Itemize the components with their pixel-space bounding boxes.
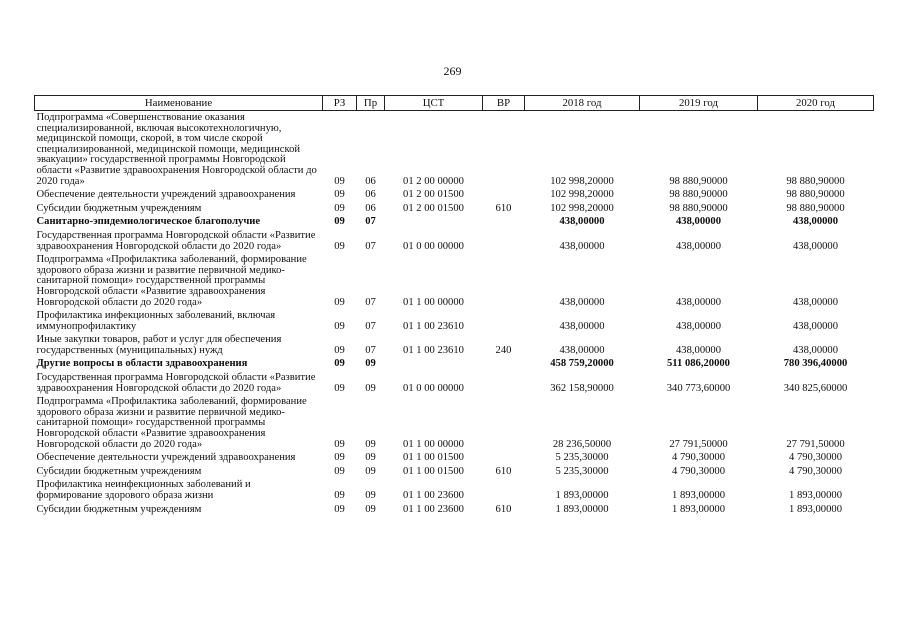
row-2018: 5 235,30000	[555, 465, 609, 477]
table-row	[35, 309, 874, 333]
header-cst: ЦСТ	[385, 96, 483, 111]
row-rz: 09	[334, 216, 345, 228]
header-2018: 2018 год	[525, 96, 640, 111]
row-2018: 102 998,20000	[550, 202, 614, 214]
row-rz: 09	[334, 320, 345, 332]
row-2020: 438,00000	[792, 216, 839, 228]
row-2020: 98 880,90000	[786, 202, 845, 214]
row-rz: 09	[334, 175, 345, 187]
row-name: Подпрограмма «Совершенствование оказания специализированной, включая высокотехнологичную, медицинской помощи, скорой, в том числе скорой специализированной, медицинской помощи, медицинской эвакуации» государственной программы Новгородской области «Развитие здравоохранения Новгородской области до 2020 года»	[36, 112, 317, 187]
row-cst: 01 1 00 01500	[403, 465, 464, 477]
table-row	[35, 478, 874, 502]
row-rz: 09	[334, 189, 345, 201]
row-2020: 98 880,90000	[786, 175, 845, 187]
row-2020: 27 791,50000	[786, 438, 845, 450]
row-cst: 01 1 00 23600	[403, 490, 464, 501]
row-vr	[483, 451, 525, 465]
row-name: Подпрограмма «Профилактика заболеваний, формирование здорового образа жизни и развитие первичной медико-санитарной помощи» государственной программы Новгородской области «Развитие здравоохранения Новгородской области до 2020 года»	[36, 254, 307, 308]
row-2019: 438,00000	[675, 240, 722, 252]
row-2020: 780 396,40000	[783, 358, 848, 370]
row-name: Субсидии бюджетным учреждениям	[36, 465, 202, 477]
header-vr: ВР	[483, 96, 525, 111]
table-row	[35, 215, 874, 229]
row-pr: 06	[365, 189, 376, 201]
table-row	[35, 503, 874, 517]
row-pr: 09	[365, 438, 376, 450]
row-2019: 438,00000	[675, 296, 722, 308]
row-2019: 4 790,30000	[672, 452, 725, 464]
row-2020: 438,00000	[792, 320, 839, 332]
row-rz: 09	[334, 465, 345, 477]
row-rz: 09	[334, 452, 345, 464]
row-2020: 438,00000	[792, 344, 839, 356]
row-2018: 1 893,00000	[555, 503, 609, 515]
table-row	[35, 395, 874, 451]
row-rz: 09	[334, 438, 345, 450]
budget-table	[34, 95, 874, 516]
row-2020: 438,00000	[792, 296, 839, 308]
row-2018: 1 893,00000	[555, 490, 609, 501]
row-2019: 511 086,20000	[667, 358, 730, 370]
row-cst: 01 2 00 00000	[403, 175, 464, 187]
table-row	[35, 451, 874, 465]
row-2018: 102 998,20000	[550, 175, 614, 187]
row-pr: 06	[365, 175, 376, 187]
table-row	[35, 465, 874, 479]
row-2019: 438,00000	[675, 320, 722, 332]
row-2019: 1 893,00000	[672, 490, 725, 501]
page-number: 269	[443, 64, 462, 78]
table-header-row	[35, 96, 874, 111]
row-pr: 07	[365, 344, 376, 356]
row-2020: 4 790,30000	[789, 452, 842, 464]
header-2019: 2019 год	[640, 96, 758, 111]
row-cst: 01 0 00 00000	[403, 382, 464, 394]
row-vr	[483, 215, 525, 229]
row-name: Иные закупки товаров, работ и услуг для обеспечения государственных (муниципальных) нужд	[36, 334, 282, 356]
row-vr	[483, 229, 525, 253]
row-name: Подпрограмма «Профилактика заболеваний, формирование здорового образа жизни и развитие первичной медико-санитарной помощи» государственной программы Новгородской области «Развитие здравоохранения Новгородской области до 2020 года»	[36, 396, 307, 450]
row-2020: 1 893,00000	[789, 490, 842, 501]
row-cst: 01 2 00 01500	[403, 202, 464, 214]
row-pr: 06	[365, 202, 376, 214]
row-2018: 438,00000	[559, 344, 605, 356]
row-rz: 09	[334, 382, 345, 394]
row-cst: 01 1 00 01500	[403, 452, 464, 464]
row-2019: 438,00000	[675, 344, 722, 356]
row-vr	[483, 253, 525, 309]
table-row	[35, 111, 874, 189]
table-row	[35, 253, 874, 309]
row-pr: 09	[365, 382, 376, 394]
row-vr	[483, 357, 525, 371]
row-vr	[483, 309, 525, 333]
row-pr: 07	[365, 240, 376, 252]
row-rz: 09	[334, 202, 345, 214]
row-vr	[483, 371, 525, 395]
row-2019: 1 893,00000	[672, 503, 725, 515]
row-vr: 610	[495, 503, 512, 515]
row-2018: 458 759,20000	[550, 358, 614, 370]
row-name: Профилактика инфекционных заболеваний, включая иммунопрофилактику	[36, 310, 276, 332]
row-2019: 4 790,30000	[672, 465, 725, 477]
row-2018: 438,00000	[559, 296, 605, 308]
row-2018: 438,00000	[559, 216, 605, 228]
header-pr: Пр	[357, 96, 385, 111]
row-pr: 09	[365, 358, 376, 370]
row-name: Обеспечение деятельности учреждений здравоохранения	[36, 452, 296, 464]
row-rz: 09	[334, 503, 345, 515]
row-vr	[483, 395, 525, 451]
row-rz: 09	[334, 240, 345, 252]
row-pr: 09	[365, 503, 376, 515]
row-2020: 4 790,30000	[789, 465, 842, 477]
row-2018: 102 998,20000	[550, 189, 614, 201]
row-cst: 01 2 00 01500	[403, 189, 464, 201]
row-vr	[483, 188, 525, 202]
header-2020: 2020 год	[758, 96, 874, 111]
table-row	[35, 357, 874, 371]
row-2020: 1 893,00000	[789, 503, 842, 515]
row-name: Субсидии бюджетным учреждениям	[36, 503, 202, 515]
row-rz: 09	[334, 344, 345, 356]
row-vr	[483, 478, 525, 502]
header-name: Наименование	[35, 96, 323, 111]
row-cst	[385, 215, 483, 229]
table-row	[35, 229, 874, 253]
row-2019: 98 880,90000	[669, 202, 728, 214]
row-cst: 01 1 00 00000	[403, 296, 464, 308]
row-name: Государственная программа Новгородской области «Развитие здравоохранения Новгородской области до 2020 года»	[36, 372, 316, 394]
row-cst	[385, 357, 483, 371]
row-vr	[483, 111, 525, 189]
row-2018: 5 235,30000	[555, 452, 609, 464]
row-name: Другие вопросы в области здравоохранения	[36, 358, 248, 370]
row-vr: 240	[495, 344, 512, 356]
table-row	[35, 333, 874, 357]
row-cst: 01 1 00 23600	[403, 503, 464, 515]
row-2020: 98 880,90000	[786, 189, 845, 201]
row-rz: 09	[334, 296, 345, 308]
row-name: Профилактика неинфекционных заболеваний и формирование здорового образа жизни	[36, 479, 251, 501]
row-vr: 610	[495, 465, 512, 477]
table-row	[35, 188, 874, 202]
header-rz: РЗ	[323, 96, 357, 111]
row-name: Обеспечение деятельности учреждений здравоохранения	[36, 189, 296, 201]
row-2019: 98 880,90000	[669, 175, 728, 187]
row-pr: 09	[365, 490, 376, 501]
row-2019: 27 791,50000	[669, 438, 728, 450]
row-cst: 01 1 00 23610	[403, 344, 464, 356]
row-cst: 01 0 00 00000	[403, 240, 464, 252]
row-pr: 07	[365, 216, 376, 228]
row-pr: 09	[365, 452, 376, 464]
row-rz: 09	[334, 490, 345, 501]
table-row	[35, 371, 874, 395]
row-vr: 610	[495, 202, 512, 214]
table-row	[35, 202, 874, 216]
row-cst: 01 1 00 00000	[403, 438, 464, 450]
row-2020: 340 825,60000	[783, 382, 848, 394]
row-2018: 362 158,90000	[550, 382, 614, 394]
row-2018: 438,00000	[559, 240, 605, 252]
row-2018: 28 236,50000	[552, 438, 612, 450]
row-name: Государственная программа Новгородской области «Развитие здравоохранения Новгородской области до 2020 года»	[36, 229, 316, 252]
row-cst: 01 1 00 23610	[403, 320, 464, 332]
row-2019: 438,00000	[675, 216, 722, 228]
row-pr: 07	[365, 296, 376, 308]
row-name: Санитарно-эпидемиологическое благополучие	[36, 216, 261, 228]
row-2020: 438,00000	[792, 240, 839, 252]
row-name: Субсидии бюджетным учреждениям	[36, 202, 202, 214]
row-2019: 340 773,60000	[666, 382, 731, 394]
row-2019: 98 880,90000	[669, 189, 728, 201]
row-pr: 09	[365, 465, 376, 477]
table-body	[35, 111, 874, 517]
row-2018: 438,00000	[559, 320, 605, 332]
row-rz: 09	[334, 358, 345, 370]
row-pr: 07	[365, 320, 376, 332]
